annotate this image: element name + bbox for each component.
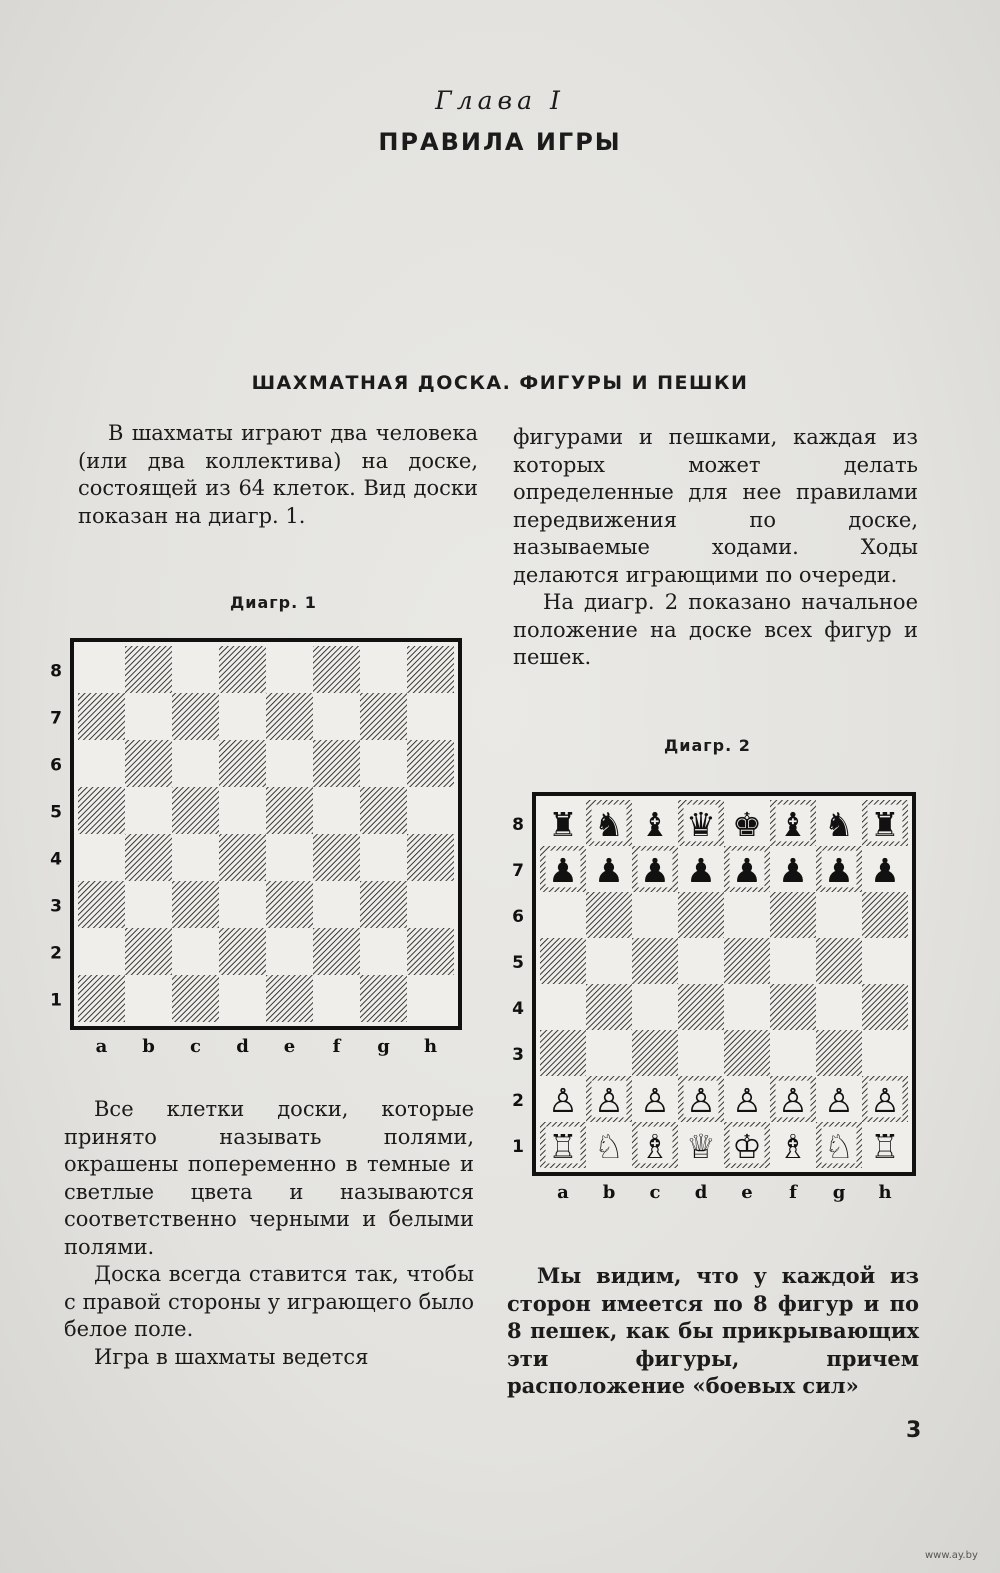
light-square [78,928,125,975]
chess-piece: ♙ [686,1080,716,1120]
light-square [360,646,407,693]
light-square [586,938,632,984]
chess-piece: ♙ [594,1080,624,1120]
file-label: d [694,1182,708,1203]
light-square [313,881,360,928]
chess-piece: ♜ [548,804,578,844]
dark-square [219,740,266,787]
chess-piece: ♗ [640,1126,670,1166]
rank-label: 6 [512,906,524,927]
light-square [407,975,454,1022]
dark-square [219,834,266,881]
page-number: 3 [906,1418,922,1443]
chess-piece: ♝ [778,804,808,844]
dark-square [724,938,770,984]
chess-piece: ♙ [640,1080,670,1120]
rank-label: 4 [512,998,524,1019]
rank-label: 1 [50,990,62,1011]
dark-square [407,740,454,787]
dark-square [678,984,724,1030]
dark-square [219,928,266,975]
light-square [360,740,407,787]
diagram-2-board [500,782,940,1222]
dark-square [125,740,172,787]
light-square [407,787,454,834]
light-square [219,787,266,834]
dark-square [407,928,454,975]
left-column-bottom [64,1096,474,1371]
file-label: h [878,1182,892,1203]
diagram-1-caption: Диагр. 1 [230,593,317,612]
chess-piece: ♟ [594,850,624,890]
dark-square [172,787,219,834]
chess-piece: ♙ [732,1080,762,1120]
chess-piece: ♗ [778,1126,808,1166]
rank-label: 3 [512,1044,524,1065]
light-square [266,646,313,693]
light-square [678,938,724,984]
rank-label: 5 [50,802,62,823]
file-label: e [283,1036,296,1057]
chess-piece: ♝ [640,804,670,844]
dark-square [172,881,219,928]
file-label: c [190,1036,201,1057]
dark-square [770,892,816,938]
rank-label: 3 [50,896,62,917]
chess-piece: ♟ [824,850,854,890]
dark-square [313,740,360,787]
file-label: e [741,1182,753,1203]
paragraph: В шахматы играют два человека (или два коллектива) на доске, состоящей из 64 клеток. Вид доски показан на диагр. 1. [78,421,478,528]
file-label: f [789,1182,797,1203]
light-square [816,984,862,1030]
chess-piece: ♞ [594,804,624,844]
light-square [219,693,266,740]
dark-square [78,881,125,928]
chess-piece: ♘ [594,1126,624,1166]
chess-piece: ♙ [870,1080,900,1120]
chess-piece: ♙ [824,1080,854,1120]
right-column-bottom [507,1262,919,1400]
chess-piece: ♕ [686,1126,716,1166]
dark-square [266,693,313,740]
dark-square [266,881,313,928]
light-square [172,646,219,693]
right-column-top [513,424,918,672]
chess-piece: ♞ [824,804,854,844]
chess-piece: ♖ [548,1126,578,1166]
dark-square [862,984,908,1030]
dark-square [816,938,862,984]
file-label: g [832,1182,846,1203]
light-square [172,834,219,881]
light-square [78,834,125,881]
light-square [172,928,219,975]
light-square [125,975,172,1022]
light-square [724,984,770,1030]
dark-square [78,693,125,740]
rank-label: 7 [512,860,524,881]
light-square [78,740,125,787]
rank-label: 7 [50,708,62,729]
rank-label: 5 [512,952,524,973]
chess-piece: ♟ [778,850,808,890]
dark-square [540,938,586,984]
chess-piece: ♘ [824,1126,854,1166]
dark-square [816,1030,862,1076]
file-label: b [142,1036,155,1057]
left-column-top [78,420,478,530]
light-square [125,881,172,928]
light-square [266,834,313,881]
file-label: a [557,1182,569,1203]
light-square [125,787,172,834]
light-square [724,892,770,938]
light-square [407,881,454,928]
chess-piece: ♟ [732,850,762,890]
chess-piece: ♟ [686,850,716,890]
dark-square [862,892,908,938]
dark-square [125,834,172,881]
light-square [862,1030,908,1076]
dark-square [313,646,360,693]
dark-square [586,892,632,938]
dark-square [632,938,678,984]
file-label: f [332,1036,341,1057]
light-square [586,1030,632,1076]
dark-square [78,787,125,834]
light-square [407,693,454,740]
dark-square [678,892,724,938]
dark-square [360,787,407,834]
rank-label: 2 [50,943,62,964]
file-label: d [236,1036,249,1057]
dark-square [313,928,360,975]
chapter-title: ПРАВИЛА ИГРЫ [378,128,622,156]
dark-square [125,646,172,693]
light-square [313,787,360,834]
watermark: www.ay.by [925,1550,978,1561]
dark-square [78,975,125,1022]
light-square [632,892,678,938]
dark-square [266,975,313,1022]
light-square [125,693,172,740]
dark-square [219,646,266,693]
light-square [678,1030,724,1076]
dark-square [770,984,816,1030]
chess-piece: ♟ [870,850,900,890]
light-square [360,834,407,881]
file-label: g [377,1036,390,1057]
dark-square [724,1030,770,1076]
file-label: a [95,1036,108,1057]
light-square [266,740,313,787]
chess-piece: ♜ [870,804,900,844]
diagram-1-board [40,630,480,1060]
chess-piece: ♚ [732,804,762,844]
dark-square [360,975,407,1022]
paragraph: фигурами и пешками, каждая из которых может делать определенные для нее правилами передвижения по доске, называемые ходами. Ходы делаются играющими по очереди. [513,425,918,587]
dark-square [266,787,313,834]
dark-square [125,928,172,975]
light-square [540,892,586,938]
chess-piece: ♔ [732,1126,762,1166]
light-square [770,938,816,984]
chess-piece: ♙ [548,1080,578,1120]
paragraph: Доска всегда ставится так, чтобы с правой стороны у играющего было белое поле. [64,1262,474,1341]
chess-piece: ♙ [778,1080,808,1120]
rank-label: 8 [512,814,524,835]
section-title: ШАХМАТНАЯ ДОСКА. ФИГУРЫ И ПЕШКИ [251,372,749,394]
light-square [313,693,360,740]
dark-square [407,834,454,881]
dark-square [540,1030,586,1076]
rank-label: 4 [50,849,62,870]
dark-square [172,693,219,740]
dark-square [360,881,407,928]
paragraph: Мы видим, что у каждой из сторон имеется по 8 фигур и по 8 пешек, как бы прикрывающих эти фигуры, причем расположение «боевых сил» [507,1263,919,1398]
paragraph: На диагр. 2 показано начальное положение на доске всех фигур и пешек. [513,590,918,669]
light-square [816,892,862,938]
rank-label: 8 [50,661,62,682]
chess-piece: ♖ [870,1126,900,1166]
dark-square [632,1030,678,1076]
diagram-2-caption: Диагр. 2 [664,736,751,755]
dark-square [172,975,219,1022]
light-square [172,740,219,787]
light-square [266,928,313,975]
rank-label: 6 [50,755,62,776]
dark-square [360,693,407,740]
rank-label: 2 [512,1090,524,1111]
light-square [632,984,678,1030]
light-square [78,646,125,693]
file-label: h [423,1036,438,1057]
light-square [219,975,266,1022]
chess-piece: ♟ [640,850,670,890]
light-square [360,928,407,975]
light-square [540,984,586,1030]
file-label: c [649,1182,661,1203]
chess-piece: ♛ [686,804,716,844]
chess-piece: ♟ [548,850,578,890]
paragraph: Все клетки доски, которые принято называть полями, окрашены попеременно в темные и светлые цвета и называются соответственно черными и белыми полями. [64,1097,474,1259]
light-square [862,938,908,984]
rank-label: 1 [512,1136,524,1157]
paragraph: Игра в шахматы ведется [94,1344,369,1369]
light-square [770,1030,816,1076]
file-label: b [602,1182,616,1203]
light-square [313,975,360,1022]
light-square [219,881,266,928]
dark-square [586,984,632,1030]
dark-square [313,834,360,881]
dark-square [407,646,454,693]
chapter-label: Глава I [435,86,565,115]
